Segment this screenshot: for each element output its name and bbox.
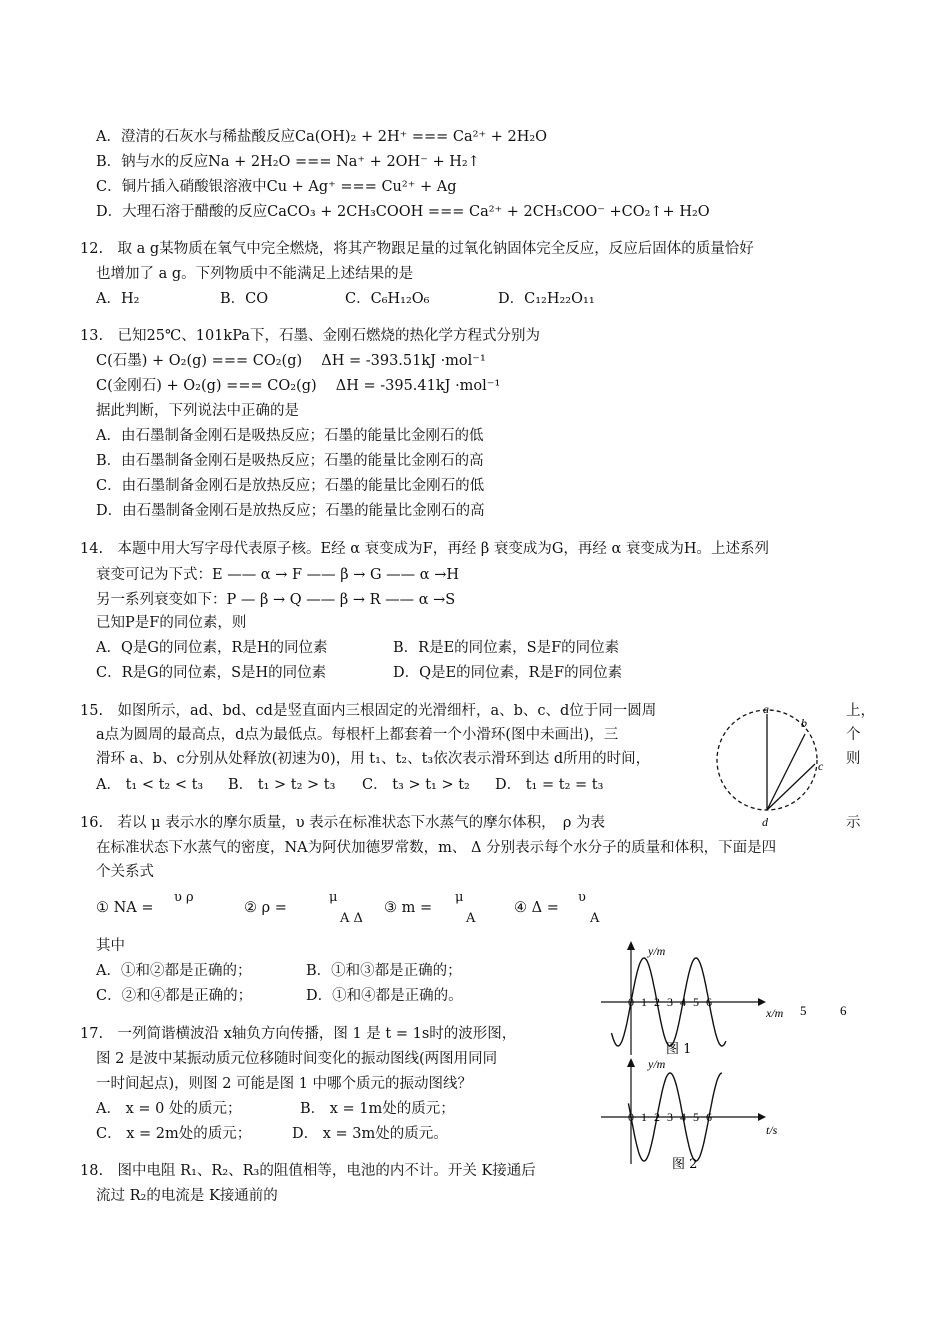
q17-stem-line2: 图 2 是波中某振动质元位移随时间变化的振动图线(两图用同同: [96, 1051, 498, 1067]
q13-equation-graphite: C(石墨) + O₂(g) === CO₂(g) ΔH = -393.51kJ ·mol⁻¹: [96, 353, 486, 369]
label-a: a: [763, 702, 769, 716]
q16-stem-line4: 其中: [96, 938, 125, 954]
q12-option-b: B．CO: [220, 291, 269, 307]
q16-formula-4: ④ Δ =: [514, 900, 559, 916]
fig2-x-arrow: [758, 1113, 766, 1121]
q15-stem-line3-end: 则: [846, 751, 861, 767]
q16-formula-3-denominator: A: [466, 911, 476, 926]
q14-stem-line1: 14. 本题中用大写字母代表原子核。E经 α 衰变成为F，再经 β 衰变成为G，再经 α 衰变成为H。上述系列: [80, 541, 770, 557]
fig2-tick-label: 1: [641, 1110, 647, 1124]
q17-option-d: D． x = 3m处的质元。: [292, 1126, 448, 1142]
q15-option-c: C． t₃ > t₁ > t₂: [362, 777, 470, 793]
q14-option-a: A．Q是G的同位素，R是H的同位素: [96, 640, 328, 656]
q17-stem-line3: 一时间起点)，则图 2 可能是图 1 中哪个质元的振动图线？: [96, 1076, 473, 1092]
fig2-y-label: y/m: [648, 1057, 666, 1071]
q16-stem-line3: 个关系式: [96, 864, 154, 880]
q15-stem-line1: 15. 如图所示，ad、bd、cd是竖直面内三根固定的光滑细杆，a、b、c、d位于同一圆周: [80, 703, 657, 719]
q15-stem-line1-end: 上，: [846, 703, 875, 719]
q12-stem-line1: 12. 取 a g某物质在氧气中完全燃烧，将其产物跟足量的过氧化钠固体完全反应，反应后固体的质量恰好: [80, 241, 754, 257]
q16-option-a: A．①和②都是正确的；: [96, 963, 252, 979]
q17-option-c: C． x = 2m处的质元；: [96, 1126, 252, 1142]
fig2-caption: 图 2: [672, 1157, 698, 1172]
q16-option-b: B．①和③都是正确的；: [306, 963, 462, 979]
q13-equation-diamond: C(金刚石) + O₂(g) === CO₂(g) ΔH = -395.41kJ ·mol⁻¹: [96, 378, 501, 394]
fig2-x-label: t/s: [766, 1123, 778, 1137]
fig1-tick-label: 2: [654, 995, 660, 1009]
q16-formula-2-denominator: A Δ: [340, 911, 363, 926]
q16-formula-2: ② ρ =: [244, 900, 287, 916]
q15-option-a: A． t₁ < t₂ < t₃: [96, 777, 204, 793]
q17-stem-line1: 17. 一列简谐横波沿 x轴负方向传播，图 1 是 t = 1s时的波形图，: [80, 1026, 517, 1042]
fig1-x-label: x/m: [766, 1006, 784, 1020]
q16-formula-4-denominator: A: [590, 911, 600, 926]
figure-2-vibration-graph: [596, 1052, 796, 1182]
figure-1-wave-graph: [596, 935, 866, 1060]
q14-decay-chain-2: 另一系列衰变如下：P — β → Q —— β → R —— α →S: [96, 592, 456, 608]
q14-option-d: D．Q是E的同位素，R是F的同位素: [393, 665, 623, 681]
q18-stem-line1: 18. 图中电阻 R₁、R₂、R₃的阻值相等，电池的内不计。开关 K接通后: [80, 1163, 536, 1179]
label-b: b: [801, 716, 807, 730]
fig1-tick-label: 0: [628, 995, 634, 1009]
q13-option-c: C．由石墨制备金刚石是放热反应；石墨的能量比金刚石的低: [96, 478, 485, 494]
q16-formula-4-numerator: υ: [578, 890, 586, 905]
q11-option-c: C．铜片插入硝酸银溶液中Cu + Ag⁺ === Cu²⁺ + Ag: [96, 179, 457, 195]
fig2-tick-label: 6: [706, 1110, 712, 1124]
q12-option-c: C．C₆H₁₂O₆: [345, 291, 430, 307]
q16-formula-2-numerator: μ: [329, 890, 338, 905]
fig1-y-label: y/m: [648, 944, 666, 958]
q14-option-b: B．R是E的同位素，S是F的同位素: [393, 640, 620, 656]
fig2-tick-label: 4: [680, 1110, 686, 1124]
q15-option-b: B． t₁ > t₂ > t₃: [228, 777, 336, 793]
q15-option-d: D． t₁ = t₂ = t₃: [495, 777, 604, 793]
fig1-stray-6: 6: [840, 1003, 847, 1018]
q16-formula-1-numerator: υ ρ: [174, 890, 194, 905]
q13-stem-line2: 据此判断，下列说法中正确的是: [96, 403, 299, 419]
q16-formula-1: ① NA =: [96, 900, 154, 916]
q16-option-d: D．①和④都是正确的。: [306, 988, 463, 1004]
q11-option-b: B．钠与水的反应Na + 2H₂O === Na⁺ + 2OH⁻ + H₂↑: [96, 154, 480, 170]
q11-option-a: A．澄清的石灰水与稀盐酸反应Ca(OH)₂ + 2H⁺ === Ca²⁺ + 2H₂O: [96, 129, 548, 145]
q16-stem-line1-end: 示: [846, 815, 861, 831]
fig1-x-arrow: [758, 998, 766, 1006]
q16-formula-3-numerator: μ: [455, 890, 464, 905]
q18-stem-line2: 流过 R₂的电流是 K接通前的: [96, 1188, 278, 1204]
label-d: d: [762, 815, 768, 829]
q16-option-c: C．②和④都是正确的；: [96, 988, 253, 1004]
q17-option-b: B． x = 1m处的质元；: [300, 1101, 455, 1117]
q16-stem-line1: 16. 若以 μ 表示水的摩尔质量，υ 表示在标准状态下水蒸气的摩尔体积， ρ 为表: [80, 815, 606, 831]
q15-stem-line3: 滑环 a、b、c分别从处释放(初速为0)，用 t₁、t₂、t₃依次表示滑环到达 d所用的时间，: [96, 751, 651, 767]
fig1-tick-label: 3: [667, 995, 673, 1009]
q13-option-d: D．由石墨制备金刚石是放热反应；石墨的能量比金刚石的高: [96, 503, 485, 519]
q13-option-a: A．由石墨制备金刚石是吸热反应；石墨的能量比金刚石的低: [96, 428, 484, 444]
fig1-y-arrow: [627, 941, 635, 950]
fig2-y-arrow: [627, 1058, 635, 1067]
fig2-tick-label: 5: [693, 1110, 699, 1124]
fig1-tick-label: 6: [706, 995, 712, 1009]
fig1-caption: 图 1: [666, 1042, 692, 1057]
q14-option-c: C．R是G的同位素，S是H的同位素: [96, 665, 327, 681]
q17-option-a: A． x = 0 处的质元；: [96, 1101, 242, 1117]
q12-stem-line2: 也增加了 a g。下列物质中不能满足上述结果的是: [96, 266, 414, 282]
rod-cd: [767, 764, 815, 810]
fig1-tick-label: 4: [680, 995, 686, 1009]
q12-option-a: A．H₂: [96, 291, 140, 307]
fig1-tick-label: 1: [641, 995, 647, 1009]
q15-circle-figure: [712, 700, 842, 830]
q11-option-d: D．大理石溶于醋酸的反应CaCO₃ + 2CH₃COOH === Ca²⁺ + 2CH₃COO⁻ +CO₂↑+ H₂O: [96, 204, 710, 220]
fig2-tick-label: 3: [667, 1110, 673, 1124]
label-c: c: [818, 759, 824, 773]
q15-stem-line2: a点为圆周的最高点，d点为最低点。每根杆上都套着一个小滑环(图中未画出)，三: [96, 727, 619, 743]
q16-stem-line2: 在标准状态下水蒸气的密度，NA为阿伏加德罗常数，m、 Δ 分别表示每个水分子的质量和体积，下面是四: [96, 840, 777, 856]
fig1-stray-5: 5: [800, 1003, 807, 1018]
q16-formula-3: ③ m =: [384, 900, 433, 916]
fig2-tick-label: 2: [654, 1110, 660, 1124]
q14-stem-line4: 已知P是F的同位素，则: [96, 615, 247, 631]
fig2-tick-label: 0: [628, 1110, 634, 1124]
q15-stem-line2-end: 个: [846, 727, 861, 743]
q13-option-b: B．由石墨制备金刚石是吸热反应；石墨的能量比金刚石的高: [96, 453, 484, 469]
q12-option-d: D．C₁₂H₂₂O₁₁: [498, 291, 595, 307]
fig1-tick-label: 5: [693, 995, 699, 1009]
q13-stem: 13. 已知25℃、101kPa下，石墨、金刚石燃烧的热化学方程式分别为: [80, 328, 540, 344]
q14-decay-chain-1: 衰变可记为下式：E —— α → F —— β → G —— α →H: [96, 567, 459, 583]
